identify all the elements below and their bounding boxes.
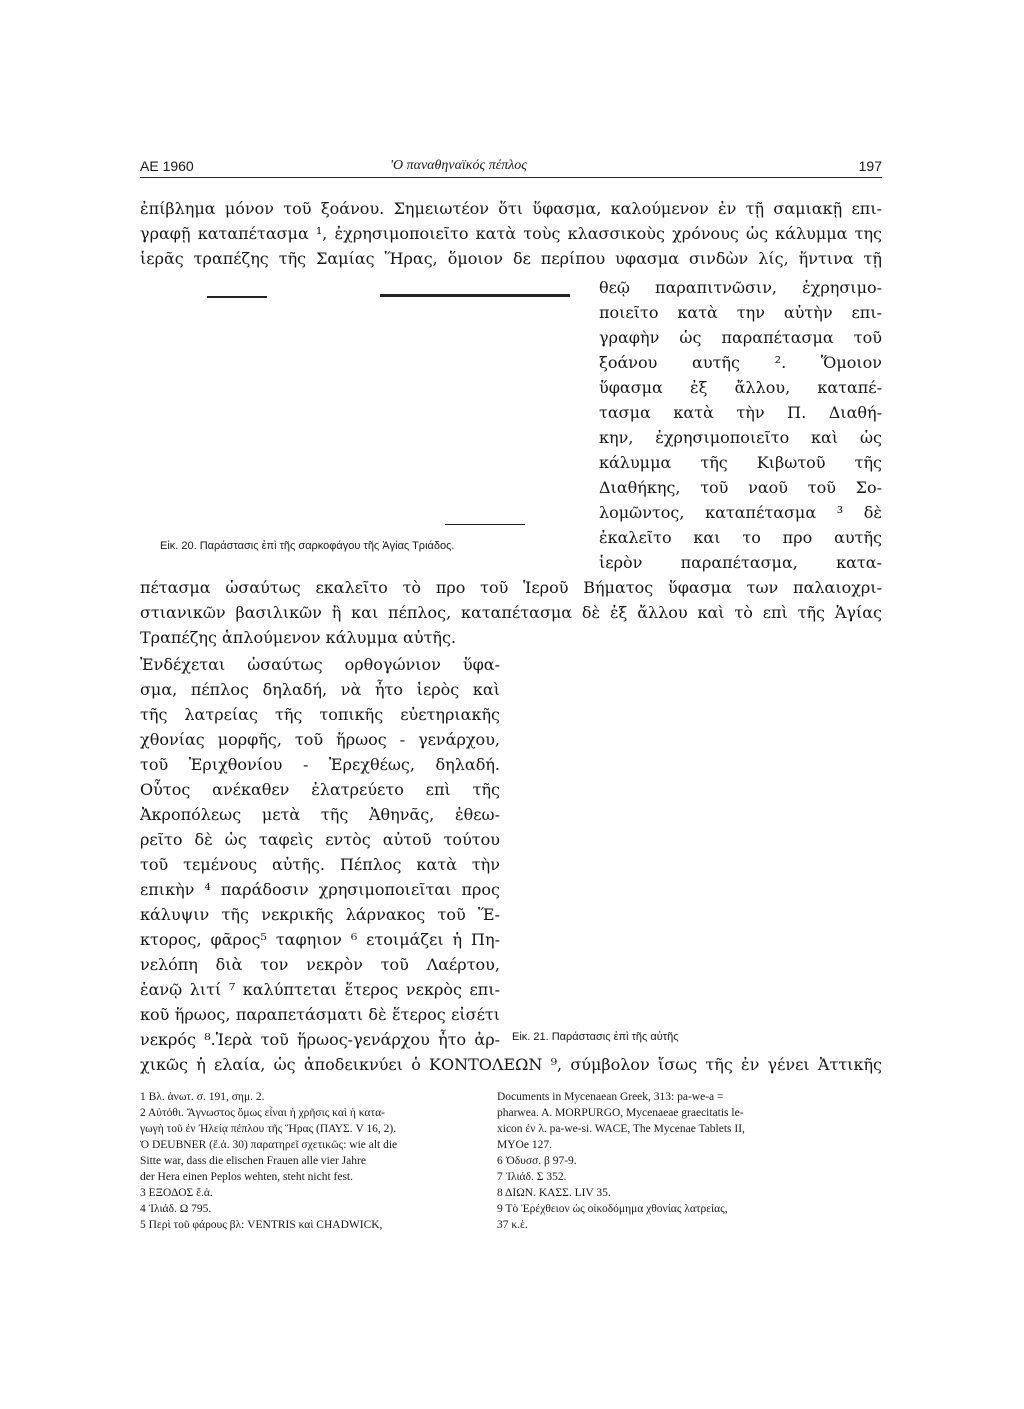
text-line: χθονίας μορφῆς, τοῦ ἥρωος - γενάρχου, xyxy=(140,730,500,749)
footnote: 6 Ὀδυσσ. β 97-9. xyxy=(497,1155,577,1167)
text-line: σμα, πέπλος δηλαδή, νὰ ἦτο ἱερὸς καὶ xyxy=(140,680,500,699)
text-line: Ἐνδέχεται ὡσαύτως ορθογώνιον ὕφα- xyxy=(140,655,500,674)
text-line: στιανικῶν βασιλικῶν ἢ και πέπλος, καταπέτασμα δὲ ἐξ ἄλλου καὶ τὸ επὶ τῆς Ἁγίας xyxy=(140,603,882,622)
text-line: πέτασμα ὡσαύτως εκαλεῖτο τὸ προ τοῦ Ἱεροῦ Βήματος ὕφασμα των παλαιοχρι- xyxy=(140,578,882,597)
text-line: Ἀκροπόλεως μετὰ τῆς Ἀθηνᾶς, ἐθεω- xyxy=(140,805,500,824)
footnote: 8 ΔΙΩΝ. ΚΑΣΣ. LIV 35. xyxy=(497,1187,611,1199)
figure-20-rule xyxy=(445,524,525,525)
text-line: τῆς λατρείας τῆς τοπικῆς εὐετηριακῆς xyxy=(140,705,500,724)
footnote: 2 Αὐτόθι. Ἄγνωστος ὅμως εἶναι ἡ χρῆσις καὶ ἡ κατα- xyxy=(140,1107,385,1119)
footnote: γωγὴ τοῦ ἐν Ἠλείᾳ πέπλου τῆς Ἥρας (ΠΑΥΣ. V 16, 2). xyxy=(140,1123,397,1135)
text-line: τασμα κατὰ τὴν Π. Διαθή- xyxy=(599,403,882,422)
footnote: MYOe 127. xyxy=(497,1139,552,1151)
footnote: 5 Περὶ τοῦ φάρους βλ: VENTRIS καὶ CHADWICK, xyxy=(140,1219,383,1231)
text-line: γραφὴν ὡς παραπέτασμα τοῦ xyxy=(599,328,882,347)
text-line: τοῦ Ἐριχθονίου - Ἐρεχθέως, δηλαδή. xyxy=(140,755,500,774)
footnote: 1 Βλ. ἀνωτ. σ. 191, σημ. 2. xyxy=(140,1091,265,1103)
figure-20-rule xyxy=(380,294,570,297)
text-line: τοῦ τεμένους αὐτῆς. Πέπλος κατὰ τὴν xyxy=(140,855,500,874)
text-line: ἱερᾶς τραπέζης τῆς Σαμίας Ἥρας, ὅμοιον δε περίπου υφασμα σινδὼν λίς, ἥντινα τῇ xyxy=(140,249,882,268)
footnote: Documents in Mycenaean Greek, 313: pa-we-a = xyxy=(497,1091,724,1103)
text-line: κτορος, φᾶρος⁵ ταφηιον ⁶ ετοιμάζει ἡ Πη- xyxy=(140,930,500,949)
footnote: xicon ἐν λ. pa-we-si. WACE, The Mycenae Tablets II, xyxy=(497,1123,745,1135)
footnote: 9 Τὸ Ἐρέχθειον ὡς οἰκοδόμημα χθονίας λατρείας, xyxy=(497,1203,728,1215)
journal-ref: ΑΕ 1960 xyxy=(140,158,194,174)
text-line: νεκρός ⁸.Ἱερὰ τοῦ ἥρωος-γενάρχου ἦτο ἀρ- xyxy=(140,1030,500,1049)
footnote: 7 Ἰλιάδ. Σ 352. xyxy=(497,1171,567,1183)
figure-20-rule xyxy=(207,296,267,298)
footnote: 4 Ἰλιάδ. Ω 795. xyxy=(140,1203,212,1215)
text-line: ρεῖτο δὲ ὡς ταφεὶς εντὸς αὐτοῦ τούτου xyxy=(140,830,500,849)
text-line: Διαθήκης, τοῦ ναοῦ τοῦ Σο- xyxy=(599,478,882,497)
text-line: κην, ἐχρησιμοποιεῖτο καὶ ὡς xyxy=(599,428,882,447)
footnote: Sitte war, dass die elischen Frauen alle vier Jahre xyxy=(140,1155,366,1167)
footnote: Ὁ DEUBNER (ἔ.ἀ. 30) παρατηρεῖ σχετικῶς: wie alt die xyxy=(140,1139,398,1151)
figure-21-caption: Εἰκ. 21. Παράστασις ἐπὶ τῆς αὐτῆς xyxy=(512,1031,679,1043)
figure-20-caption: Εἰκ. 20. Παράστασις ἐπὶ τῆς σαρκοφάγου τῆς Ἁγίας Τριάδος. xyxy=(160,540,455,552)
footnote: 3 ΕΞΟΔΟΣ ἔ.ἀ. xyxy=(140,1187,213,1199)
text-line: κοῦ ἥρωος, παραπετάσματι δὲ ἕτερος εἰσέτι xyxy=(140,1005,500,1024)
text-line: επικὴν ⁴ παράδοσιν χρησιμοποιεῖται προς xyxy=(140,880,500,899)
text-line: ὕφασμα ἐξ ἄλλου, καταπέ- xyxy=(599,378,882,397)
running-title: 'Ο παναθηναϊκός πέπλος xyxy=(390,158,527,173)
footnote: der Hera einen Peplos wehten, steht nicht fest. xyxy=(140,1171,354,1183)
text-line: χικῶς ἡ ελαία, ὡς ἀποδεικνύει ὁ ΚΟΝΤΟΛΕΩΝ ⁹, σύμβολον ἴσως τῆς ἐν γένει Ἀττικῆς xyxy=(140,1055,882,1074)
text-line: ἑανῷ λιτί ⁷ καλύπτεται ἕτερος νεκρὸς επι- xyxy=(140,980,500,999)
text-line: ἐκαλεῖτο και το προ αυτῆς xyxy=(599,528,882,547)
footnote: pharwea. A. MORPURGO, Mycenaeae graecitatis le- xyxy=(497,1107,744,1119)
text-line: ἐπίβλημα μόνον τοῦ ξοάνου. Σημειωτέον ὅτι ὕφασμα, καλούμενον ἐν τῇ σαμιακῇ επι- xyxy=(140,199,882,218)
text-line: νελόπη διὰ τον νεκρὸν τοῦ Λαέρτου, xyxy=(140,955,500,974)
text-line: θεῷ παραπιτνῶσιν, ἐχρησιμο- xyxy=(599,278,882,297)
header-rule xyxy=(140,177,882,178)
text-line: λομῶντος, καταπέτασμα ³ δὲ xyxy=(599,503,882,522)
running-header xyxy=(140,158,882,182)
page-number: 197 xyxy=(858,158,882,174)
text-line: Οὗτος ανέκαθεν ἐλατρεύετο επὶ τῆς xyxy=(140,780,500,799)
text-line: ποιεῖτο κατὰ την αὐτὴν επι- xyxy=(599,303,882,322)
text-line: γραφῇ καταπέτασμα ¹, ἐχρησιμοποιεῖτο κατὰ τοὺς κλασσικοὺς χρόνους ὡς κάλυμμα της xyxy=(140,224,882,243)
text-line: κάλυμμα τῆς Κιβωτοῦ τῆς xyxy=(599,453,882,472)
text-line: ξοάνου αυτῆς ². Ὅμοιον xyxy=(599,353,882,372)
text-line: Τραπέζης ἁπλούμενον κάλυμμα αὐτῆς. xyxy=(140,628,457,647)
footnote: 37 κ.ἑ. xyxy=(497,1219,528,1231)
text-line: κάλυψιν τῆς νεκρικῆς λάρνακος τοῦ Ἕ- xyxy=(140,905,500,924)
text-line: ἱερὸν παραπέτασμα, κατα- xyxy=(599,553,882,572)
